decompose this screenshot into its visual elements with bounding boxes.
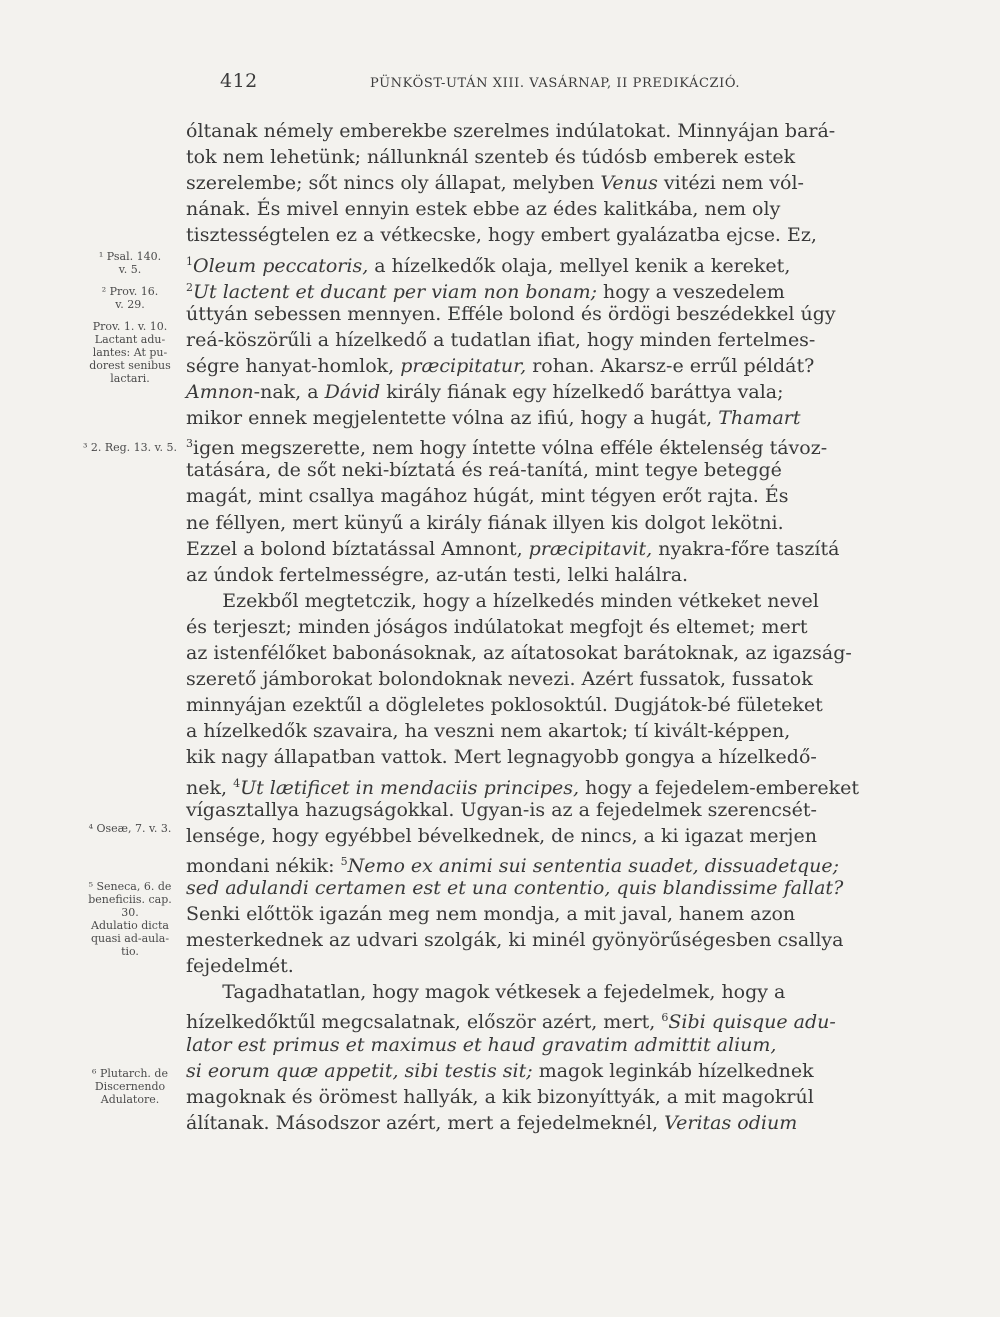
- text-line: sed adulandi certamen est et una contentio, quis blandissime fallat?: [186, 876, 844, 899]
- text-line: és terjeszt; minden jóságos indúlatokat megfojt és eltemet; mert: [186, 615, 808, 638]
- text-line: lator est primus et maximus et haud gravatim admittit alium,: [186, 1033, 777, 1056]
- page-header: [210, 68, 930, 108]
- margin-note: Prov. 1. v. 10. Lactant adu- lantes: At pu- dorest senibus lactari.: [89, 320, 171, 385]
- page-number: 412: [220, 70, 258, 92]
- text-line: reá-köszörűli a hízelkedő a tudatlan ifiat, hogy minden fertelmes-: [186, 328, 816, 351]
- text-line: a hízelkedők szavaira, ha veszni nem akartok; tí kivált-képpen,: [186, 720, 791, 743]
- running-title: PÜNKÖST-UTÁN XIII. VASÁRNAP, II PREDIKÁCZIÓ.: [370, 76, 741, 91]
- margin-note: ² Prov. 16. v. 29.: [101, 285, 159, 311]
- text-line: $^1$Oleum peccatoris, a hízelkedők olaja, mellyel kenik a kereket,: [186, 254, 791, 277]
- text-line: nek, $^4$Ut lætificet in mendaciis principes, hogy a fejedelem-embereket: [186, 776, 860, 799]
- text-line: tatására, de sőt neki-bíztatá és reá-tanítá, mint tegye beteggé: [186, 459, 782, 482]
- text-line: magát, mint csallya magához húgát, mint tégyen erőt rajta. És: [186, 485, 789, 508]
- text-line: minnyájan ezektűl a dögleletes poklosoktúl. Dugjátok-bé fületeket: [186, 694, 823, 717]
- text-line: Amnon-nak, a Dávid király fiának egy hízelkedő baráttya vala;: [186, 381, 784, 403]
- margin-note: ⁶ Plutarch. de Discernendo Adulatore.: [92, 1067, 168, 1106]
- text-line: ne féllyen, mert künyű a király fiának illyen kis dolgot lekötni.: [186, 511, 784, 534]
- margin-note: ¹ Psal. 140. v. 5.: [98, 250, 162, 276]
- text-line: óltanak némely emberekbe szerelmes indúlatokat. Minnyájan bará-: [186, 120, 836, 142]
- text-line: álítanak. Másodszor azért, mert a fejedelmeknél, Veritas odium: [186, 1111, 798, 1134]
- margin-note: ⁴ Oseæ, 7. v. 3.: [88, 822, 172, 835]
- text-line: si eorum quæ appetit, sibi testis sit; magok leginkáb hízelkednek: [186, 1059, 814, 1082]
- text-line: Ezekből megtetczik, hogy a hízelkedés minden vétkeket nevel: [186, 589, 819, 612]
- text-line: $^2$Ut lactent et ducant per viam non bonam; hogy a veszedelem: [186, 280, 785, 303]
- text-line: az úndok fertelmességre, az-után testi, lelki halálra.: [186, 563, 689, 586]
- text-line: nának. És mivel ennyin estek ebbe az édes kalitkába, nem oly: [186, 198, 781, 221]
- text-line: kik nagy állapatban vattok. Mert legnagyobb gongya a hízelkedő-: [186, 746, 817, 769]
- text-line: úttyán sebessen mennyen. Efféle bolond és ördögi beszédekkel úgy: [186, 302, 836, 325]
- text-line: vígasztallya hazugságokkal. Ugyan-is az a fejedelmek szerencsét-: [186, 798, 817, 821]
- text-line: lensége, hogy egyébbel bévelkednek, de nincs, a ki igazat merjen: [186, 824, 817, 847]
- text-line: fejedelmét.: [186, 955, 294, 978]
- text-line: $^3$igen megszerette, nem hogy íntette vólna efféle éktelenség távoz-: [186, 437, 828, 460]
- text-line: Tagadhatatlan, hogy magok vétkesek a fejedelmek, hogy a: [186, 981, 786, 1004]
- text-line: Ezzel a bolond bíztatással Amnont, præcipitavit, nyakra-főre taszítá: [186, 537, 840, 560]
- text-line: tok nem lehetünk; nállunknál szenteb és túdósb emberek estek: [186, 146, 796, 169]
- text-line: mondani nékik: $^5$Nemo ex animi sui sententia suadet, dissuadetque;: [186, 854, 840, 877]
- text-line: szerelembe; sőt nincs oly állapat, melyben Venus vitézi nem vól-: [186, 172, 804, 195]
- text-line: magoknak és örömest hallyák, a kik bizonyíttyák, a mit magokrúl: [186, 1085, 814, 1108]
- text-line: mesterkednek az udvari szolgák, ki minél gyönyörűségesben csallya: [186, 929, 844, 952]
- margin-note: ³ 2. Reg. 13. v. 5.: [82, 441, 178, 454]
- text-line: hízelkedőktűl megcsalatnak, először azért, mert, $^6$Sibi quisque adu-: [186, 1011, 836, 1034]
- text-line: szerető jámborokat bolondoknak nevezi. Azért fussatok, fussatok: [186, 668, 813, 691]
- text-line: Senki előttök igazán meg nem mondja, a mit javal, hanem azon: [186, 903, 796, 925]
- margin-note: ⁵ Seneca, 6. de beneficiis. cap. 30. Adulatio dicta quasi ad-aula- tio.: [88, 880, 172, 958]
- text-line: tisztességtelen ez a vétkecske, hogy embert gyalázatba ejcse. Ez,: [186, 224, 817, 247]
- text-line: ségre hanyat-homlok, præcipitatur, rohan. Akarsz-e errűl példát?: [186, 354, 815, 377]
- text-line: mikor ennek megjelentette vólna az ifiú, hogy a hugát, Thamart: [186, 407, 801, 430]
- text-line: az istenfélőket babonásoknak, az aítatosokat barátoknak, az igazság-: [186, 642, 852, 664]
